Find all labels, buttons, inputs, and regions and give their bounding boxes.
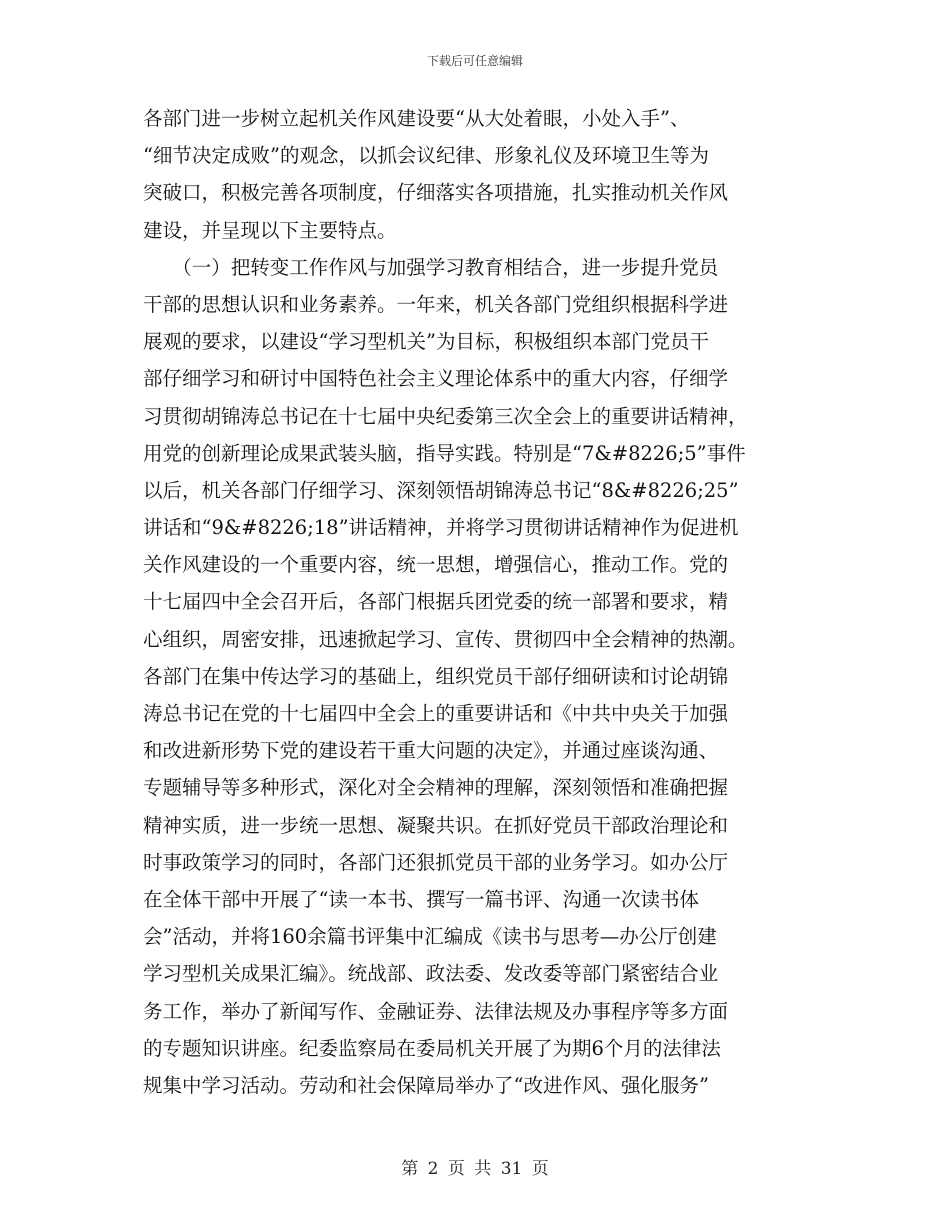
text-line: 会”活动，并将160余篇书评集中汇编成《读书与思考—办公厅创建 [143,925,717,949]
text-line: 展观的要求，以建设“学习型机关”为目标，积极组织本部门党员干 [143,330,709,354]
text-line: 突破口，积极完善各项制度，仔细落实各项措施，扎实推动机关作风 [143,181,729,205]
text-line: 讲话和“9&#8226;18”讲话精神，并将学习贯彻讲话精神作为促进机 [143,516,739,540]
text-line: 各部门进一步树立起机关作风建设要“从大处着眼，小处入手”、 [143,107,690,130]
text-line: （一）把转变工作作风与加强学习教育相结合，进一步提升党员 [143,255,719,279]
text-line: 建设，并呈现以下主要特点。 [143,218,397,242]
text-line: “细节决定成败”的观念，以抓会议纪律、形象礼仪及环境卫生等为 [143,144,709,168]
text-line: 干部的思想认识和业务素养。一年来，机关各部门党组织根据科学进 [143,292,729,316]
text-line: 部仔细学习和研讨中国特色社会主义理论体系中的重大内容，仔细学 [143,367,729,391]
text-line: 的专题知识讲座。纪委监察局在委局机关开展了为期6个月的法律法 [143,1036,721,1060]
text-line: 和改进新形势下党的建设若干重大问题的决定》，并通过座谈沟通、 [143,739,719,763]
page-footer: 第 2 页 共 31 页 [401,1159,549,1179]
text-line: 时事政策学习的同时，各部门还狠抓党员干部的业务学习。如办公厅 [143,850,729,874]
text-line: 在全体干部中开展了“读一本书、撰写一篇书评、沟通一次读书体 [143,887,699,911]
text-line: 规集中学习活动。劳动和社会保障局举办了“改进作风、强化服务” [143,1073,709,1097]
text-line: 专题辅导等多种形式，深化对全会精神的理解，深刻领悟和准确把握 [143,776,729,800]
text-line: 各部门在集中传达学习的基础上，组织党员干部仔细研读和讨论胡锦 [143,664,729,688]
text-line: 用党的创新理论成果武装头脑，指导实践。特别是“7&#8226;5”事件 [143,441,746,465]
page-header: 下载后可任意编辑 [426,54,523,68]
document-body [143,100,813,1104]
text-line: 心组织，周密安排，迅速掀起学习、宣传、贯彻四中全会精神的热潮。 [143,627,748,651]
text-line: 习贯彻胡锦涛总书记在十七届中央纪委第三次全会上的重要讲话精神， [143,404,748,428]
text-line: 十七届四中全会召开后，各部门根据兵团党委的统一部署和要求，精 [143,590,729,614]
text-line: 以后，机关各部门仔细学习、深刻领悟胡锦涛总书记“8&#8226;25” [143,478,739,502]
text-line: 关作风建设的一个重要内容，统一思想，增强信心，推动工作。党的 [143,553,729,577]
text-line: 精神实质，进一步统一思想、凝聚共识。在抓好党员干部政治理论和 [143,813,729,837]
text-line: 务工作，举办了新闻写作、金融证券、法律法规及办事程序等多方面 [143,999,729,1023]
text-line: 涛总书记在党的十七届四中全会上的重要讲话和《中共中央关于加强 [143,702,729,725]
text-line: 学习型机关成果汇编》。统战部、政法委、发改委等部门紧密结合业 [143,962,719,986]
